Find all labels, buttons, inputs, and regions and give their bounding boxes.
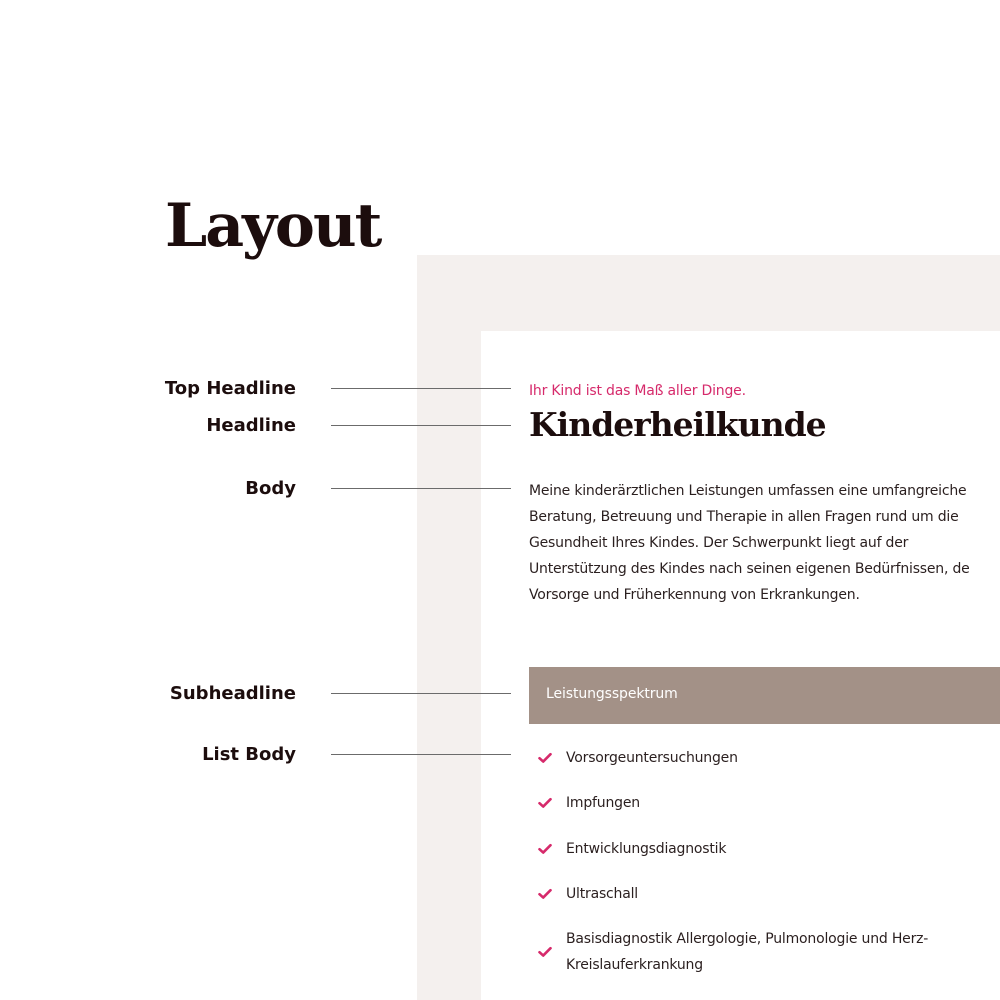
guide-line — [331, 425, 511, 426]
check-icon — [538, 946, 552, 958]
label-body: Body — [245, 478, 296, 499]
guide-line — [331, 754, 511, 755]
check-icon — [538, 888, 552, 900]
list-item — [538, 790, 640, 816]
body-line: Unterstützung des Kindes nach seinen eigenen Bedürfnissen, de — [529, 561, 970, 577]
label-list-body: List Body — [202, 744, 296, 765]
check-icon — [538, 797, 552, 809]
list-item-text: Impfungen — [566, 795, 640, 811]
top-headline: Ihr Kind ist das Maß aller Dinge. — [529, 383, 746, 399]
check-icon — [538, 752, 552, 764]
list-item-text: Basisdiagnostik Allergologie, Pulmonologie und Herz-Kreislauferkrankung — [566, 931, 929, 973]
list-item — [538, 836, 726, 862]
guide-line — [331, 488, 511, 489]
subheadline: Leistungsspektrum — [546, 686, 678, 702]
body-line: Meine kinderärztlichen Leistungen umfassen eine umfangreiche — [529, 483, 967, 499]
label-headline: Headline — [206, 415, 296, 436]
list-item-text: Entwicklungsdiagnostik — [566, 841, 727, 857]
content-card — [481, 331, 1000, 1000]
list-item-text: Vorsorgeuntersuchungen — [566, 750, 738, 766]
list-item-text: Ultraschall — [566, 886, 638, 902]
page-title: Layout — [165, 191, 381, 261]
body-line: Beratung, Betreuung und Therapie in allen Fragen rund um die — [529, 509, 959, 525]
list-item — [538, 881, 638, 907]
headline: Kinderheilkunde — [529, 405, 826, 444]
subheadline-bar — [529, 667, 1000, 724]
guide-line — [331, 693, 511, 694]
check-icon — [538, 843, 552, 855]
body-line: Gesundheit Ihres Kindes. Der Schwerpunkt liegt auf der — [529, 535, 909, 551]
label-top-headline: Top Headline — [164, 378, 296, 399]
list-item — [538, 926, 986, 978]
label-subheadline: Subheadline — [169, 683, 296, 704]
guide-line — [331, 388, 511, 389]
body-text — [529, 478, 1000, 608]
list-item — [538, 745, 738, 771]
body-line: Vorsorge und Früherkennung von Erkrankungen. — [529, 587, 860, 603]
